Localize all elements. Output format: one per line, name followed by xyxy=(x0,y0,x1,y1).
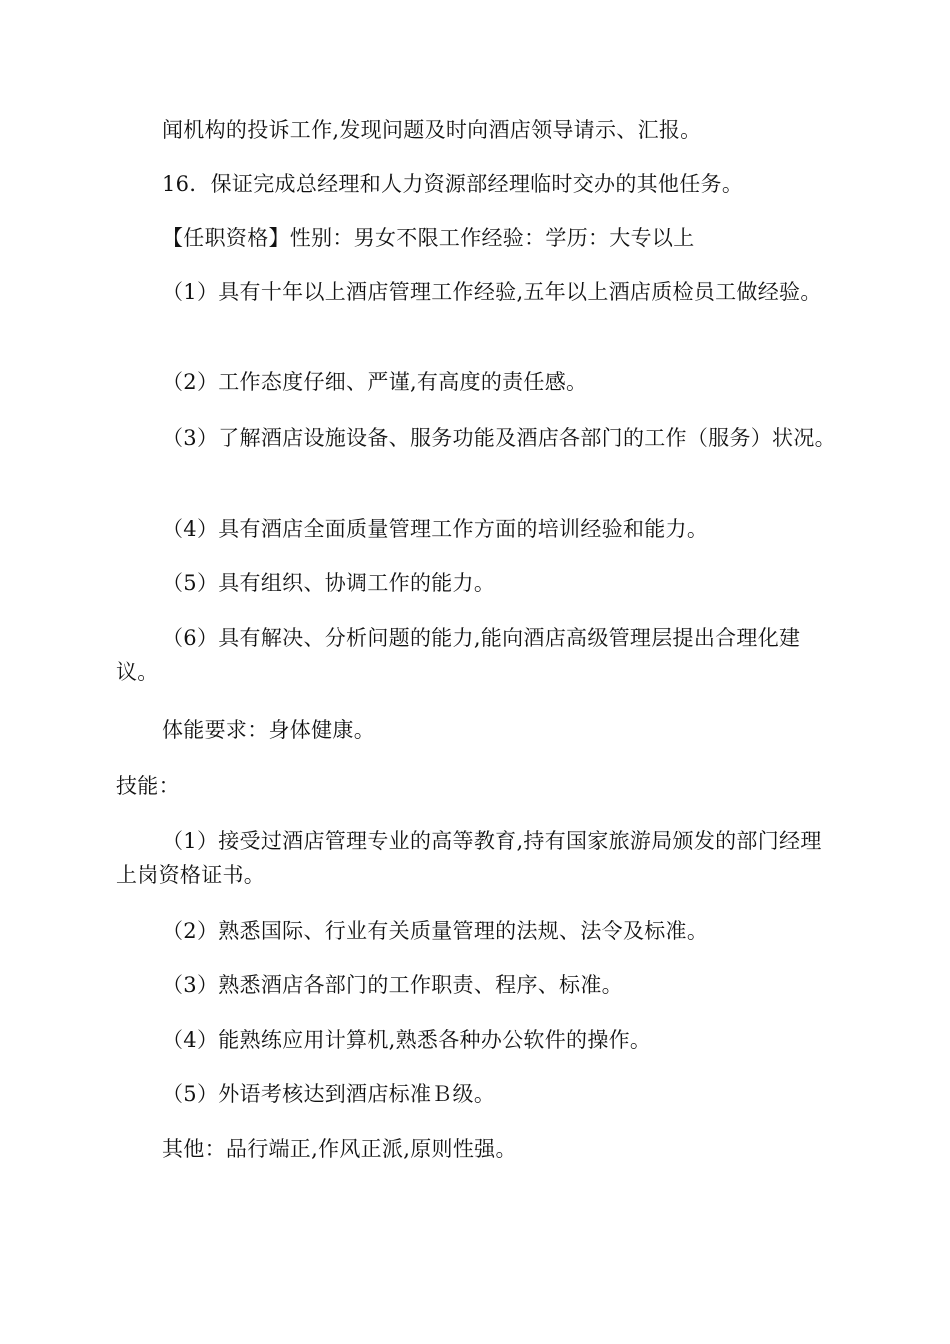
paragraph-item-16: 16．保证完成总经理和人力资源部经理临时交办的其他任务。 xyxy=(162,172,744,196)
paragraph-qualification-3: （3）了解酒店设施设备、服务功能及酒店各部门的工作（服务）状况。 xyxy=(162,426,836,450)
paragraph-skill-2: （2）熟悉国际、行业有关质量管理的法规、法令及标准。 xyxy=(162,919,709,943)
paragraph-other-requirements: 其他：品行端正,作风正派,原则性强。 xyxy=(162,1137,517,1161)
paragraph-skill-4: （4）能熟练应用计算机,熟悉各种办公软件的操作。 xyxy=(162,1028,652,1052)
paragraph-skill-1: （1）接受过酒店管理专业的高等教育,持有国家旅游局颁发的部门经理上岗资格证书。 xyxy=(116,829,822,887)
paragraph-qualification-2: （2）工作态度仔细、严谨,有高度的责任感。 xyxy=(162,370,588,394)
paragraph-qualification-5: （5）具有组织、协调工作的能力。 xyxy=(162,571,496,595)
paragraph-qualification-4: （4）具有酒店全面质量管理工作方面的培训经验和能力。 xyxy=(162,517,709,541)
paragraph-qualification-6: （6）具有解决、分析问题的能力,能向酒店高级管理层提出合理化建议。 xyxy=(116,626,801,684)
paragraph-qualification-1: （1）具有十年以上酒店管理工作经验,五年以上酒店质检员工做经验。 xyxy=(162,280,822,304)
paragraph-physical-requirements: 体能要求：身体健康。 xyxy=(162,718,375,742)
paragraph-complaint-handling: 闻机构的投诉工作,发现问题及时向酒店领导请示、汇报。 xyxy=(162,118,702,142)
paragraph-skill-3: （3）熟悉酒店各部门的工作职责、程序、标准。 xyxy=(162,973,623,997)
paragraph-skills-heading: 技能： xyxy=(116,774,180,798)
paragraph-qualifications-heading: 【任职资格】性别：男女不限工作经验：学历：大专以上 xyxy=(162,226,695,250)
paragraph-skill-5: （5）外语考核达到酒店标准Ｂ级。 xyxy=(162,1082,496,1106)
